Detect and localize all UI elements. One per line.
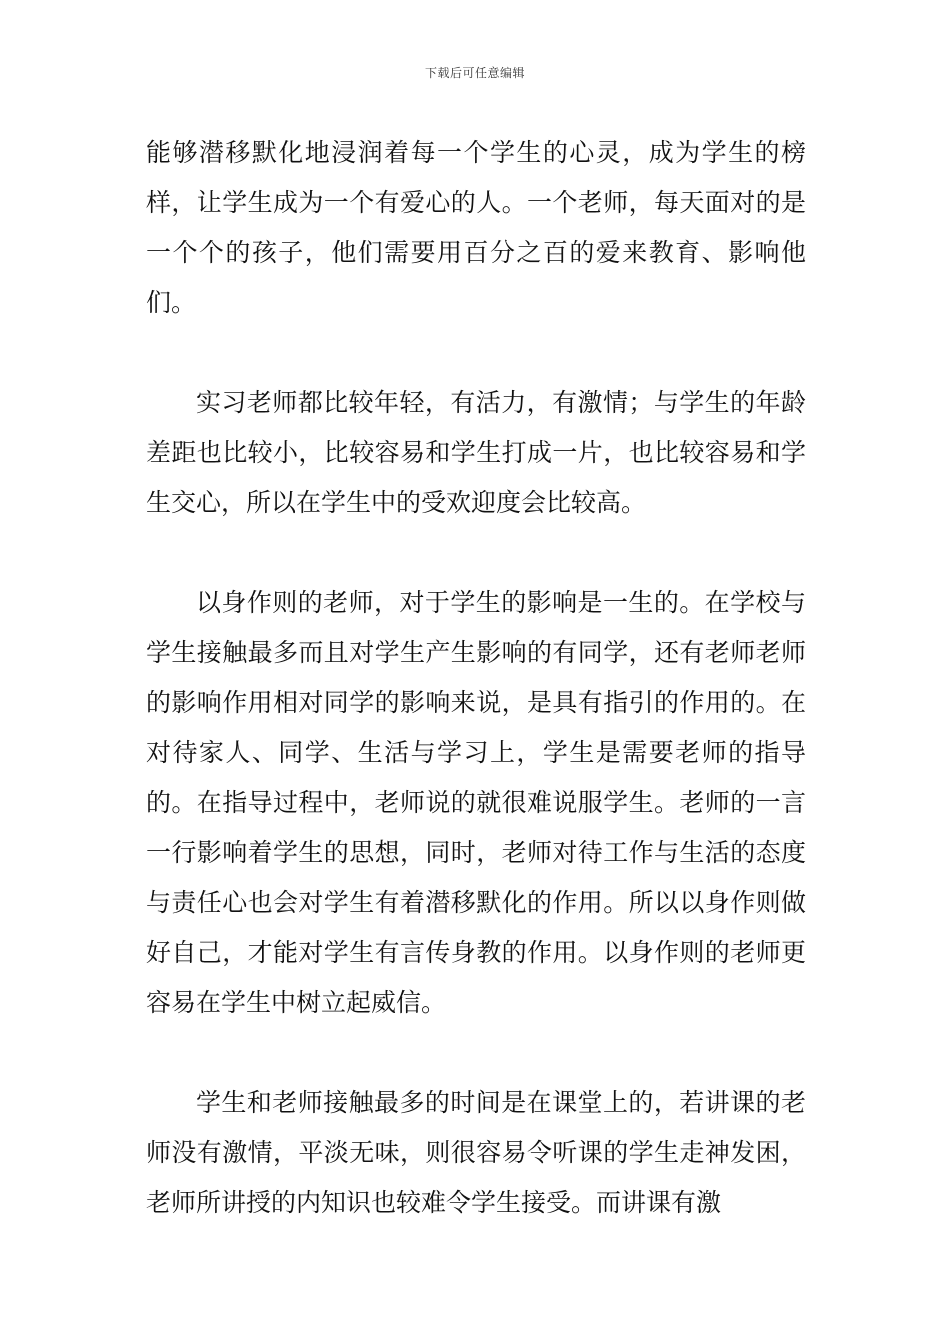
paragraph-3: 以身作则的老师，对于学生的影响是一生的。在学校与学生接触最多而且对学生产生影响的有同学，还有老师老师的影响作用相对同学的影响来说，是具有指引的作用的。在对待家人、同学、生活与学习上，学生是需要老师的指导的。在指导过程中，老师说的就很难说服学生。老师的一言一行影响着学生的思想，同时，老师对待工作与生活的态度与责任心也会对学生有着潜移默化的作用。所以以身作则做好自己，才能对学生有言传身教的作用。以身作则的老师更容易在学生中树立起威信。	[146, 588, 806, 1017]
paragraph-2: 实习老师都比较年轻，有活力，有激情；与学生的年龄差距也比较小，比较容易和学生打成一片，也比较容易和学生交心，所以在学生中的受欢迎度会比较高。	[146, 388, 806, 517]
page-header: 下载后可任意编辑	[424, 66, 525, 80]
paragraph-1: 能够潜移默化地浸润着每一个学生的心灵，成为学生的榜样，让学生成为一个有爱心的人。一个老师，每天面对的是一个个的孩子，他们需要用百分之百的爱来教育、影响他们。	[146, 138, 806, 317]
paragraph-4: 学生和老师接触最多的时间是在课堂上的，若讲课的老师没有激情，平淡无味，则很容易令听课的学生走神发困，老师所讲授的内知识也较难令学生接受。而讲课有激	[146, 1088, 806, 1217]
document-body	[146, 128, 806, 1228]
